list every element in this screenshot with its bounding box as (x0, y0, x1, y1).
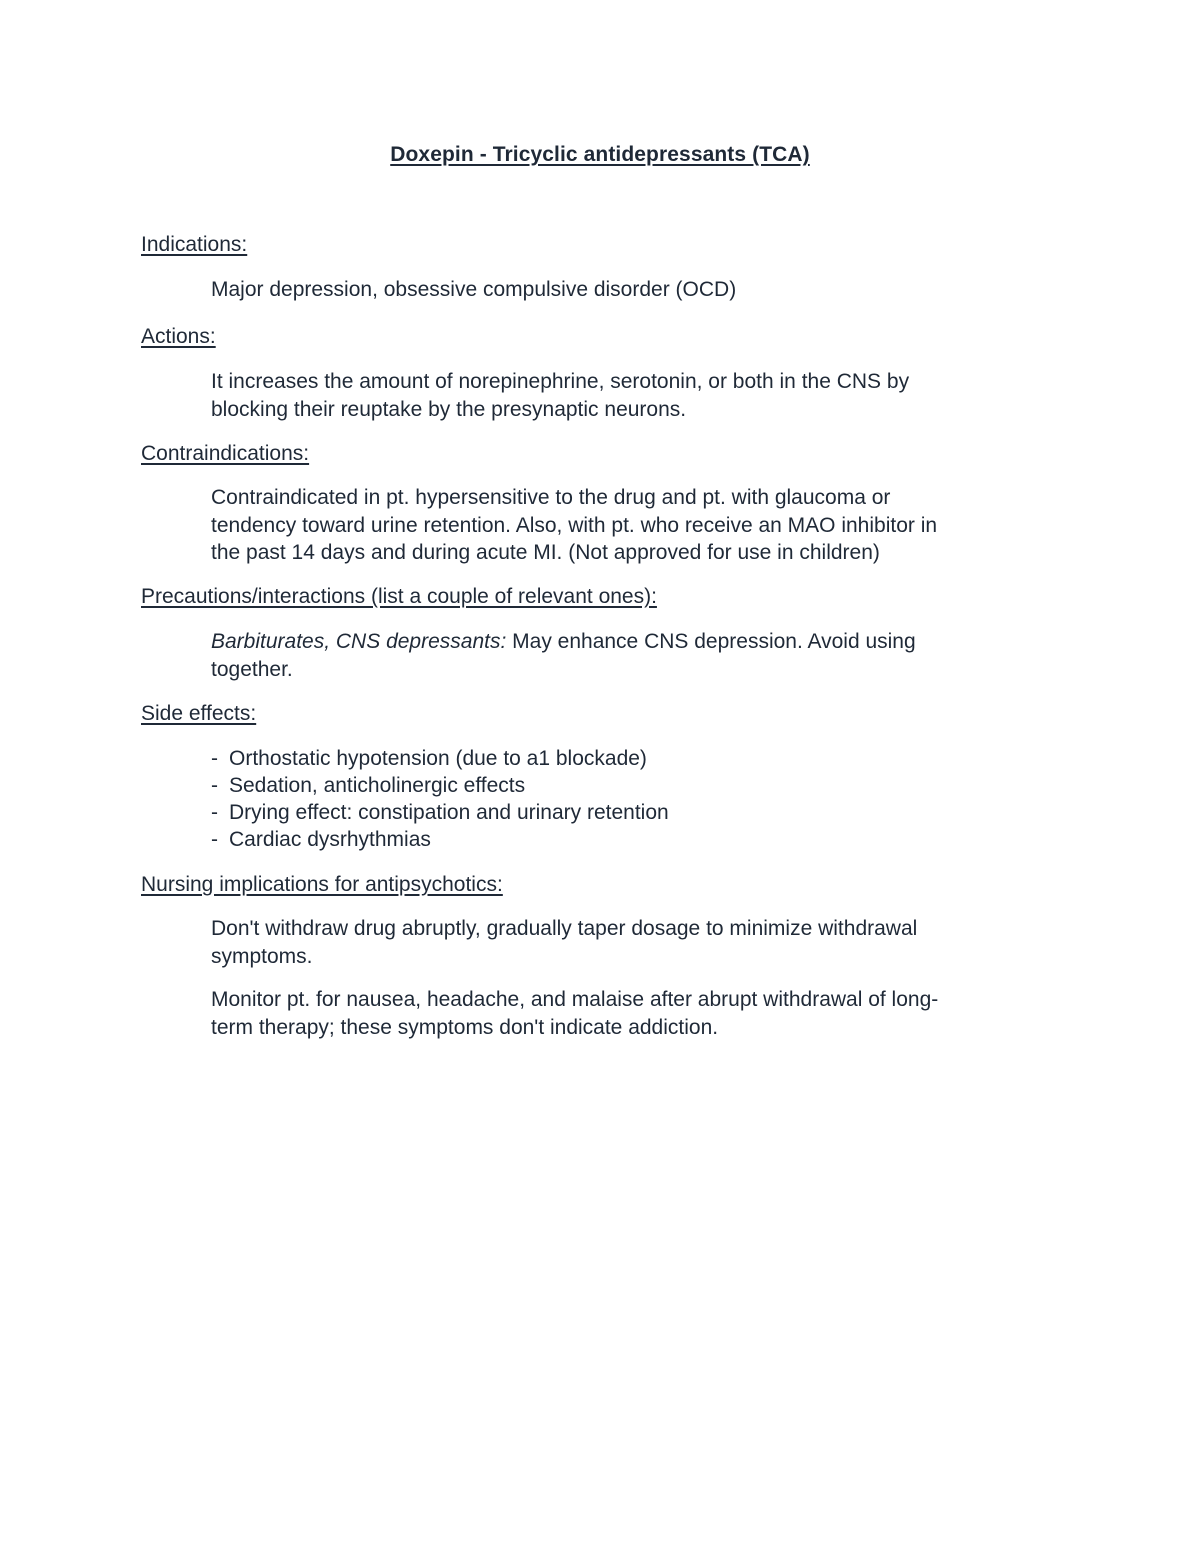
contraindications-line-1: Contraindicated in pt. hypersensitive to the drug and pt. with glaucoma or (211, 486, 891, 509)
list-item (211, 745, 1031, 772)
nursing-para-2-line-2: term therapy; these symptoms don't indicate addiction. (211, 1015, 719, 1039)
list-item (211, 826, 1031, 853)
section-contraindications (141, 440, 1041, 564)
precautions-line-1-rest: May enhance CNS depression. Avoid using (506, 630, 916, 653)
precautions-text (211, 628, 1031, 683)
contraindications-heading: Contraindications: (141, 442, 310, 465)
list-bullet: - (211, 774, 218, 797)
side-effect-4: Cardiac dysrhythmias (229, 828, 431, 851)
side-effects-list-wrap (211, 745, 1031, 853)
contraindications-text (211, 484, 1031, 567)
precautions-line-1 (211, 628, 1031, 656)
nursing-para-1-line-2: symptoms. (211, 944, 313, 968)
list-bullet: - (211, 828, 218, 851)
actions-text (211, 368, 1031, 423)
side-effect-1: Orthostatic hypotension (due to a1 blockade) (229, 747, 647, 770)
section-side-effects (141, 700, 1041, 851)
list-item (211, 799, 1031, 826)
nursing-para-1-line-1: Don't withdraw drug abruptly, gradually taper dosage to minimize withdrawal (211, 917, 918, 940)
side-effect-3: Drying effect: constipation and urinary retention (229, 801, 669, 824)
contraindications-line-3: the past 14 days and during acute MI. (Not approved for use in children) (211, 541, 880, 564)
actions-line-2: blocking their reuptake by the presynaptic neurons. (211, 397, 687, 421)
list-item (211, 772, 1031, 799)
indications-line: Major depression, obsessive compulsive disorder (OCD) (211, 278, 737, 301)
precautions-heading: Precautions/interactions (list a couple of relevant ones): (141, 585, 657, 608)
indications-heading: Indications: (141, 233, 248, 256)
precautions-drug-classes: Barbiturates, CNS depressants: (211, 630, 507, 653)
document-title: Doxepin - Tricyclic antidepressants (TCA) (390, 143, 810, 166)
actions-heading: Actions: (141, 325, 216, 348)
list-bullet: - (211, 801, 218, 824)
section-nursing-implications (141, 871, 1041, 1039)
side-effects-heading: Side effects: (141, 702, 257, 725)
actions-line-1: It increases the amount of norepinephrine, serotonin, or both in the CNS by (211, 370, 910, 393)
section-precautions (141, 583, 1041, 681)
contraindications-line-2: tendency toward urine retention. Also, with pt. who receive an MAO inhibitor in (211, 513, 938, 537)
section-indications (141, 231, 1041, 301)
nursing-para-2-line-1: Monitor pt. for nausea, headache, and malaise after abrupt withdrawal of long- (211, 988, 939, 1011)
side-effect-2: Sedation, anticholinergic effects (229, 774, 526, 797)
indications-text (211, 276, 1031, 304)
precautions-line-2: together. (211, 657, 293, 681)
nursing-text (211, 915, 1031, 1041)
list-bullet: - (211, 747, 218, 770)
section-actions (141, 323, 1041, 421)
side-effects-list (211, 745, 1031, 853)
nursing-heading: Nursing implications for antipsychotics: (141, 873, 503, 896)
